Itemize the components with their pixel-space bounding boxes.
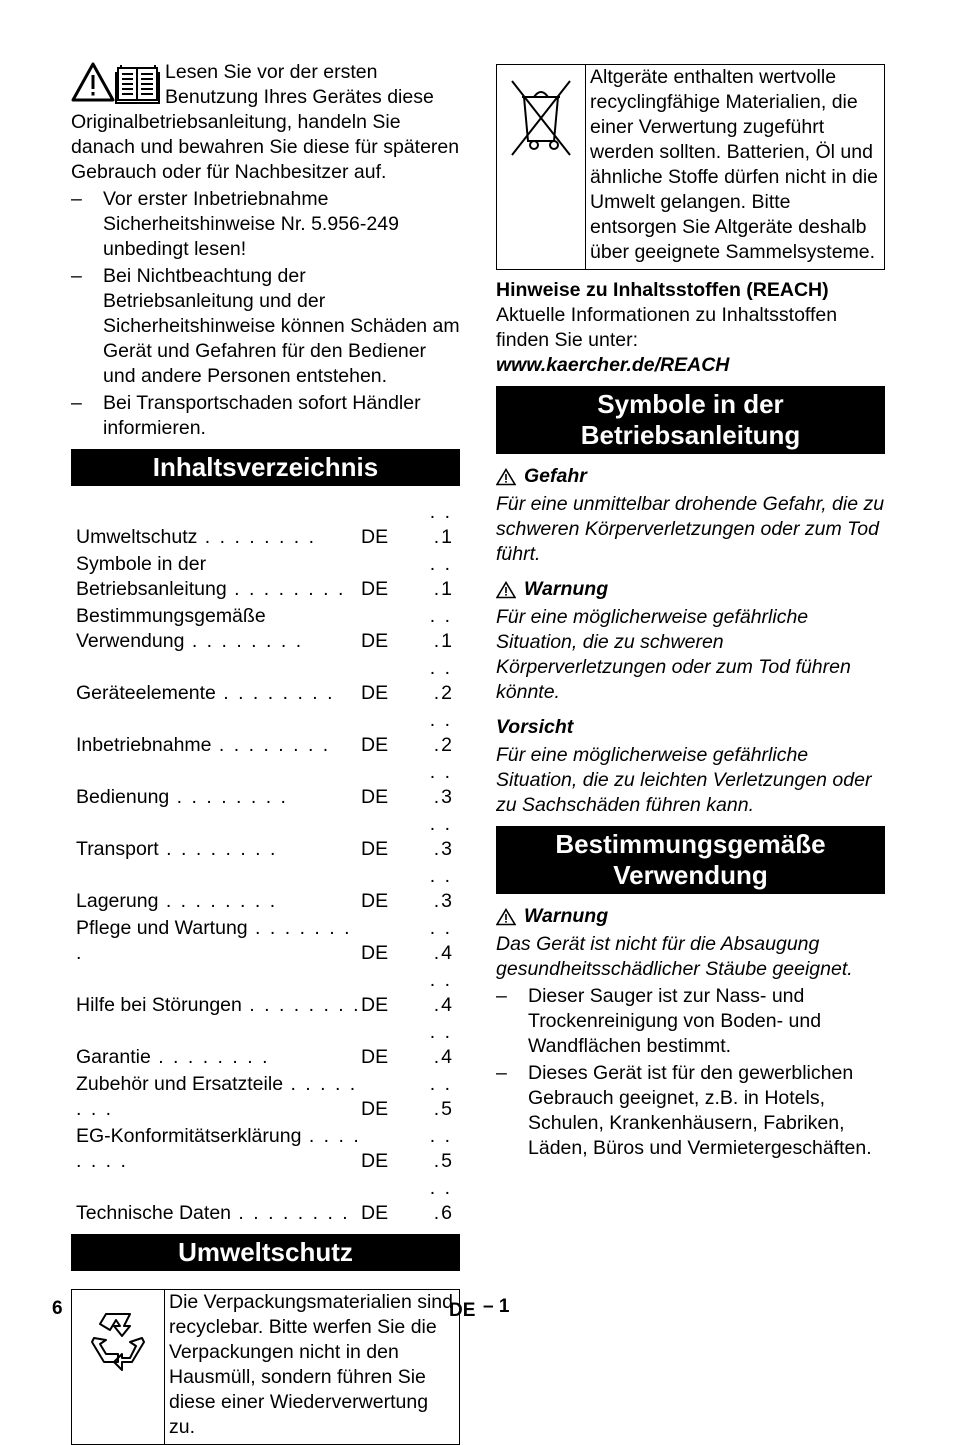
toc-leader-dots: . . . . . . . . <box>215 682 335 704</box>
toc-leader-dots: . . . . . . . . <box>231 1202 350 1224</box>
caution-title: Vorsicht <box>496 716 574 738</box>
toc-row[interactable] <box>71 654 460 706</box>
toc-entry-title: Bestimmungsgemäße Verwendung . . . . . . . . <box>76 605 304 652</box>
toc-entry-title: Lagerung . . . . . . . . <box>76 890 278 912</box>
toc-entry-title: Garantie . . . . . . . . <box>76 1046 270 1068</box>
reach-title: Hinweise zu Inhaltsstoffen (REACH) <box>496 279 829 301</box>
toc-entry-lang: DE <box>361 1202 389 1224</box>
toc-row[interactable] <box>71 966 460 1018</box>
toc-entry-title: Hilfe bei Störungen . . . . . . . . <box>76 994 361 1016</box>
toc-entry-page: . . .6 <box>429 1177 452 1224</box>
toc-entry-lang: DE <box>361 890 389 912</box>
reach-text: Aktuelle Informationen zu Inhaltsstoffen finden Sie unter: <box>496 304 838 351</box>
toc-entry-lang: DE <box>361 526 389 548</box>
toc-entry-page: . . .4 <box>429 969 452 1016</box>
intro-text: Lesen Sie vor der ersten Benutzung Ihres Gerätes diese Originalbetriebsanleitung, handeln Sie danach und bewahren Sie diese für späteren Gebrauch oder für Nachbesitzer auf. <box>71 61 460 183</box>
toc-entry-page: . . .5 <box>429 1073 452 1120</box>
toc-entry-lang: DE <box>361 578 389 600</box>
toc-entry-title: Pflege und Wartung . . . . . . . . <box>76 917 352 964</box>
toc-row[interactable] <box>71 1070 460 1122</box>
symbols-heading: Symbole in der Betriebsanleitung <box>496 386 885 454</box>
warning-triangle-icon <box>496 468 516 486</box>
toc-entry-page: . . .4 <box>429 1021 452 1068</box>
toc-entry-page: . . .2 <box>429 657 452 704</box>
warning-text: Für eine möglicherweise gefährliche Situation, die zu schweren Körperverletzungen oder zum Tod führen könnte. <box>496 606 851 703</box>
manual-book-icon <box>116 65 159 103</box>
use-warning-title: Warnung <box>524 905 609 927</box>
use-warning-text: Das Gerät ist nicht für die Absaugung gesundheitsschädlicher Stäube geeignet. <box>496 933 853 980</box>
left-column <box>71 60 460 1445</box>
toc-entry-lang: DE <box>361 786 389 808</box>
warning-triangle-icon <box>73 64 113 100</box>
toc-entry-lang: DE <box>361 1098 389 1120</box>
list-item: – Vor erster Inbetriebnahme Sicherheitshinweise Nr. 5.956-249 unbedingt lesen! <box>71 187 460 262</box>
toc-row[interactable] <box>71 498 460 550</box>
toc-row[interactable] <box>71 914 460 966</box>
toc-entry-lang: DE <box>361 1046 389 1068</box>
weee-box <box>496 64 885 270</box>
list-item: – Dieser Sauger ist zur Nass- und Trockenreinigung von Boden- und Wandflächen bestimmt. <box>496 984 885 1059</box>
footer-section-page: – 1 <box>483 1296 510 1317</box>
caution-subheading <box>496 715 885 740</box>
warning-subheading <box>496 577 885 602</box>
list-item: – Dieses Gerät ist für den gewerblichen Gebrauch geeignet, z.B. in Hotels, Schulen, Krankenhäusern, Fabriken, Läden, Büros und Vermietergeschäften. <box>496 1061 885 1161</box>
toc-entry-title: Transport . . . . . . . . <box>76 838 278 860</box>
use-warning-subheading <box>496 904 885 929</box>
use-bullet-list <box>496 984 885 1161</box>
warning-triangle-icon <box>496 908 516 926</box>
toc-entry-lang: DE <box>361 994 389 1016</box>
toc-leader-dots: . . . . . . . . <box>76 1073 358 1120</box>
toc-row[interactable] <box>71 758 460 810</box>
toc-entry-lang: DE <box>361 942 389 964</box>
toc-entry-page: . . .1 <box>429 605 452 652</box>
crossed-bin-icon <box>506 73 576 163</box>
warning-title: Warnung <box>524 578 609 600</box>
toc-entry-title: Umweltschutz . . . . . . . . <box>76 526 317 548</box>
toc-row[interactable] <box>71 810 460 862</box>
toc-leader-dots: . . . . . . . . <box>169 786 288 808</box>
danger-title: Gefahr <box>524 465 587 487</box>
toc-entry-lang: DE <box>361 838 389 860</box>
toc-leader-dots: . . . . . . . . <box>211 734 331 756</box>
toc-leader-dots: . . . . . . . . <box>197 526 317 548</box>
toc-entry-page: . . .4 <box>429 917 452 964</box>
caution-text: Für eine möglicherweise gefährliche Situation, die zu leichten Verletzungen oder zu Sachschäden führen kann. <box>496 744 872 816</box>
toc-leader-dots: . . . . . . . . <box>158 838 278 860</box>
toc-row[interactable] <box>71 1018 460 1070</box>
danger-subheading <box>496 464 885 489</box>
toc-entry-title: Zubehör und Ersatzteile . . . . . . . . <box>76 1073 358 1120</box>
weee-text: Altgeräte enthalten wertvolle recyclingfähige Materialien, die einer Verwertung zugeführt werden sollten. Batterien, Öl und ähnliche Stoffe dürfen nicht in die Umwelt gelangen. Bitte entsorgen Sie Altgeräte deshalb über geeignete Sammelsysteme. <box>590 66 879 263</box>
recycling-box <box>71 1289 460 1445</box>
toc-entry-title: Symbole in der Betriebsanleitung . . . . . . . . <box>76 553 346 600</box>
warning-manual-icons <box>71 60 165 106</box>
intro-paragraph <box>71 60 460 185</box>
toc-row[interactable] <box>71 550 460 602</box>
toc-leader-dots: . . . . . . . . <box>184 630 304 652</box>
toc-row[interactable] <box>71 862 460 914</box>
footer-lang-code: DE <box>449 1300 476 1321</box>
toc-row[interactable] <box>71 1174 460 1226</box>
safety-bullet-list <box>71 187 460 441</box>
toc-entry-lang: DE <box>361 734 389 756</box>
toc-leader-dots: . . . . . . . . <box>76 1125 361 1172</box>
toc-entry-page: . . .3 <box>429 813 452 860</box>
toc-entry-title: Bedienung . . . . . . . . <box>76 786 288 808</box>
intended-use-heading: Bestimmungsgemäße Verwendung <box>496 826 885 894</box>
environment-heading: Umweltschutz <box>71 1234 460 1271</box>
danger-text: Für eine unmittelbar drohende Gefahr, die zu schweren Körperverletzungen oder zum Tod führt. <box>496 493 885 565</box>
recycling-icon-cell <box>72 1290 165 1444</box>
reach-link[interactable]: www.kaercher.de/REACH <box>496 354 730 376</box>
toc-leader-dots: . . . . . . . . <box>241 994 361 1016</box>
toc-entry-lang: DE <box>361 1150 389 1172</box>
toc-entry-lang: DE <box>361 630 389 652</box>
warning-triangle-icon <box>496 581 516 599</box>
toc-entry-title: EG-Konformitätserklärung . . . . . . . . <box>76 1125 361 1172</box>
toc-entry-lang: DE <box>361 682 389 704</box>
list-item: – Bei Nichtbeachtung der Betriebsanleitung und der Sicherheitshinweise können Schäden am Gerät und Gefahren für den Bediener und andere Personen entstehen. <box>71 264 460 389</box>
toc-entry-page: . . .3 <box>429 865 452 912</box>
toc-entry-page: . . .2 <box>429 709 452 756</box>
recycling-icon <box>78 1304 158 1384</box>
toc-leader-dots: . . . . . . . . <box>76 917 352 964</box>
toc-row[interactable] <box>71 1122 460 1174</box>
toc-entry-title: Geräteelemente . . . . . . . . <box>76 682 335 704</box>
toc-entry-page: . . .1 <box>429 553 452 600</box>
recycling-text: Die Verpackungsmaterialien sind recyclebar. Bitte werfen Sie die Verpackungen nicht in den Hausmüll, sondern führen Sie diese einer Wiederverwertung zu. <box>169 1291 453 1438</box>
toc-entry-page: . . .3 <box>429 761 452 808</box>
page-number: 6 <box>52 1298 63 1319</box>
table-of-contents <box>71 498 460 1226</box>
toc-leader-dots: . . . . . . . . <box>226 578 346 600</box>
right-column <box>496 60 885 1161</box>
toc-row[interactable] <box>71 706 460 758</box>
toc-row[interactable] <box>71 602 460 654</box>
toc-leader-dots: . . . . . . . . <box>150 1046 270 1068</box>
list-item: – Bei Transportschaden sofort Händler informieren. <box>71 391 460 441</box>
toc-entry-title: Technische Daten . . . . . . . . <box>76 1202 350 1224</box>
toc-entry-title: Inbetriebnahme . . . . . . . . <box>76 734 331 756</box>
weee-icon-cell <box>497 65 586 269</box>
toc-entry-page: . . .5 <box>429 1125 452 1172</box>
toc-heading: Inhaltsverzeichnis <box>71 449 460 486</box>
toc-leader-dots: . . . . . . . . <box>158 890 278 912</box>
toc-entry-page: . . .1 <box>429 501 452 548</box>
